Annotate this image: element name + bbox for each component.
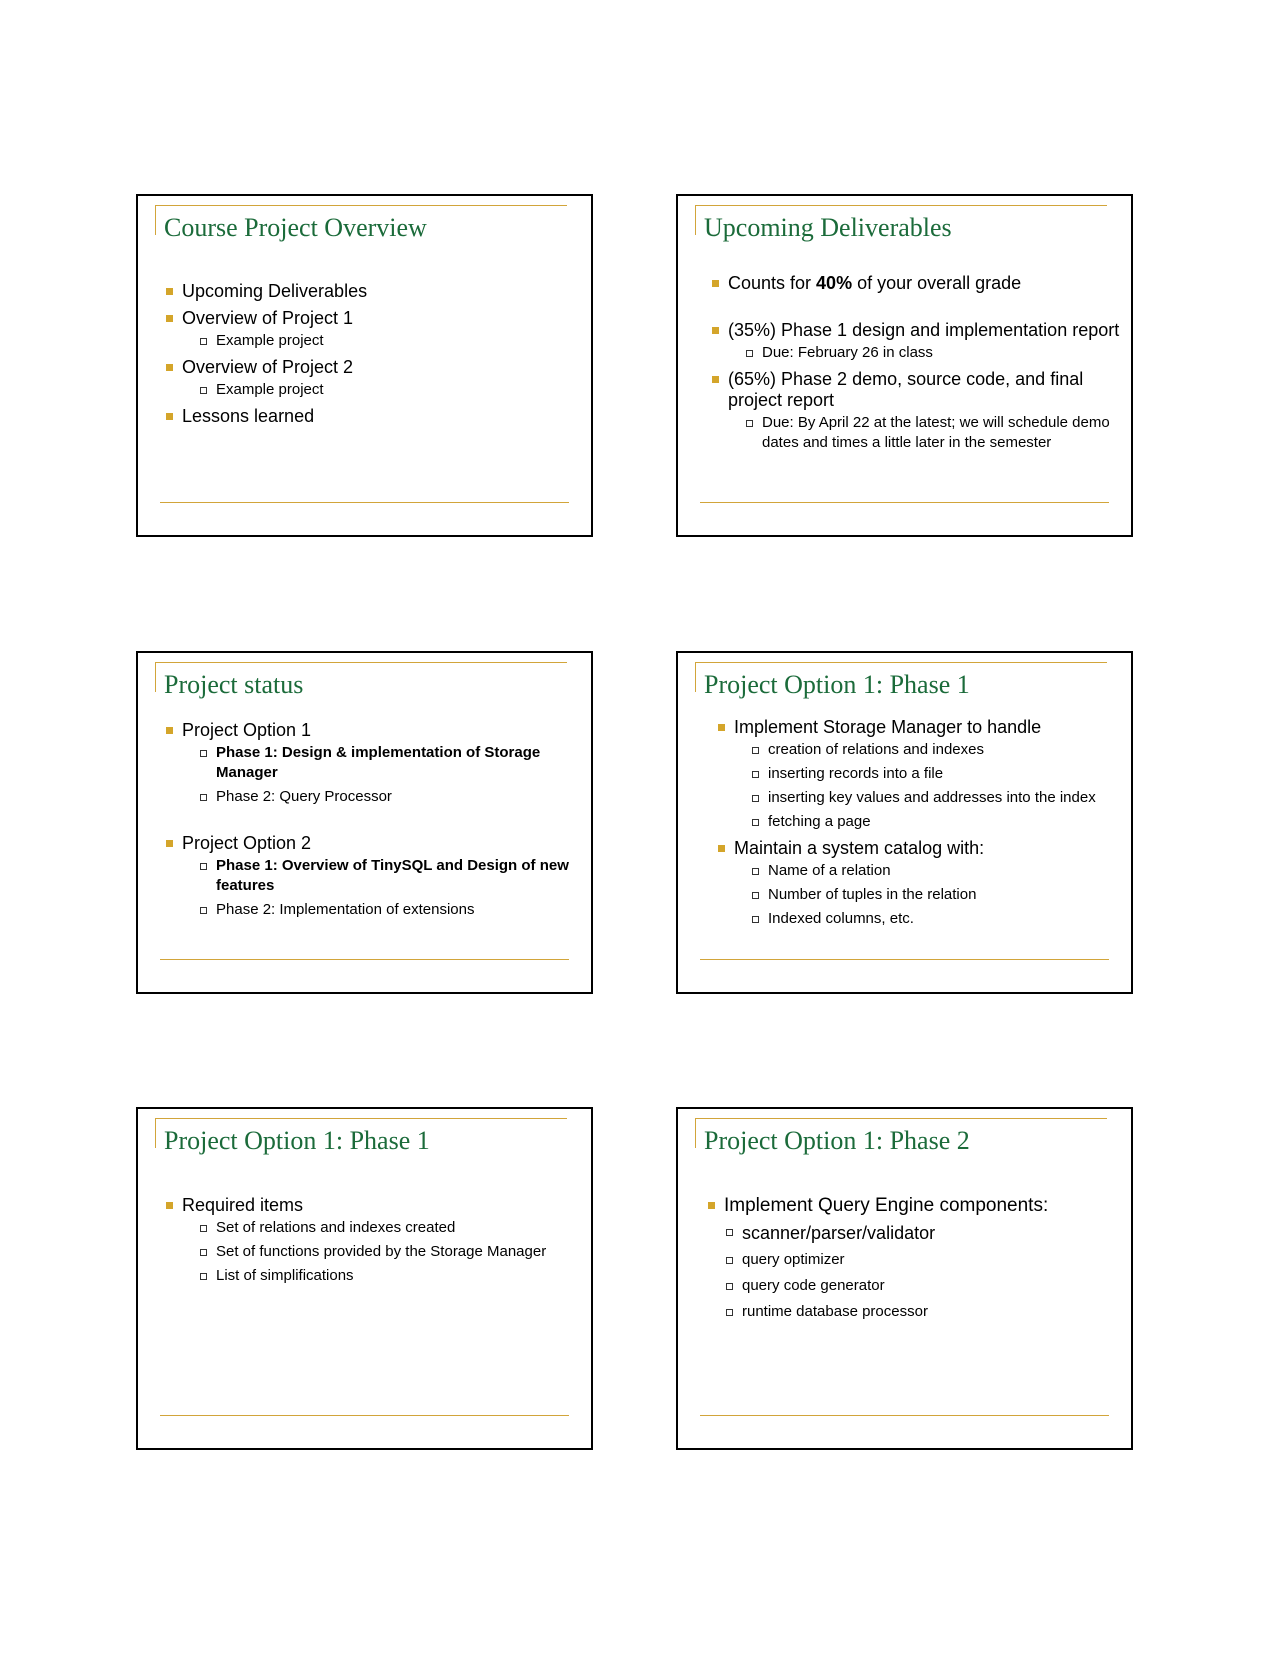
title-rule: [695, 205, 1107, 206]
bullet-text: (35%) Phase 1 design and implementation report: [728, 320, 1120, 340]
title-rule-vertical: [155, 1118, 156, 1148]
title-rule-vertical: [695, 205, 696, 235]
sub-bullet: [198, 900, 581, 920]
slide-title: Project Option 1: Phase 1: [704, 670, 970, 699]
slide-course-project-overview: [136, 194, 593, 537]
slide-body: [164, 720, 581, 926]
bullet: [164, 720, 581, 807]
bullet: [716, 717, 1127, 832]
bullet: [164, 308, 581, 351]
bullet: [164, 281, 581, 302]
bullet-text: Overview of Project 2: [182, 357, 354, 377]
sub-bullet: [198, 331, 581, 351]
slide-body: [716, 717, 1127, 935]
slide-body: [164, 281, 581, 433]
bullet-emphasis: 40%: [816, 273, 853, 293]
title-rule-vertical: [155, 205, 156, 235]
sub-bullet-text: Due: February 26 in class: [762, 344, 933, 361]
title-rule-vertical: [155, 662, 156, 692]
footer-rule: [700, 1415, 1109, 1416]
title-rule: [155, 1118, 567, 1119]
sub-bullet: [750, 909, 1127, 929]
sub-bullet-text: Due: By April 22 at the latest; we will schedule demo dates and times a little later in the semester: [762, 414, 1110, 451]
title-rule: [155, 662, 567, 663]
sub-bullet-text: Number of tuples in the relation: [768, 886, 977, 903]
sub-bullet: [744, 343, 1121, 363]
sub-bullet-text: query code generator: [742, 1277, 885, 1294]
title-rule-vertical: [695, 1118, 696, 1148]
sub-bullet-text: scanner/parser/validator: [742, 1223, 936, 1243]
footer-rule: [160, 502, 569, 503]
bullet: [164, 357, 581, 400]
bullet: [716, 838, 1127, 929]
slide-title: Project Option 1: Phase 1: [164, 1126, 430, 1155]
bullet: [706, 1195, 1121, 1322]
sub-bullet-text: Phase 2: Implementation of extensions: [216, 901, 475, 918]
bullet: [710, 369, 1121, 453]
spacer: [164, 813, 581, 833]
sub-bullet-text: Phase 1: Design & implementation of Storage Manager: [216, 744, 541, 781]
sub-bullet-text: Set of relations and indexes created: [216, 1219, 456, 1236]
sub-bullet-text: query optimizer: [742, 1251, 845, 1268]
sub-bullet: [750, 740, 1127, 760]
slide-option1-phase1-required: [136, 1107, 593, 1450]
slide-title: Upcoming Deliverables: [704, 213, 952, 242]
sub-bullet: [198, 380, 581, 400]
sub-bullet-text: Set of functions provided by the Storage Manager: [216, 1243, 547, 1260]
bullet-text: Upcoming Deliverables: [182, 281, 368, 301]
slide-body: [710, 273, 1121, 459]
bullet: [710, 273, 1121, 294]
sub-bullet-text: List of simplifications: [216, 1267, 354, 1284]
slide-option1-phase1-storage: [676, 651, 1133, 994]
slide-project-status: [136, 651, 593, 994]
bullet-text: Lessons learned: [182, 406, 315, 426]
footer-rule: [700, 959, 1109, 960]
slide-body: [706, 1195, 1121, 1328]
sub-bullet-text: Example project: [216, 332, 324, 349]
sub-bullet-text: creation of relations and indexes: [768, 741, 984, 758]
sub-bullet: [750, 764, 1127, 784]
slide-upcoming-deliverables: [676, 194, 1133, 537]
sub-bullet: [750, 861, 1127, 881]
sub-bullet: [724, 1302, 1121, 1322]
slide-option1-phase2: [676, 1107, 1133, 1450]
title-rule: [155, 205, 567, 206]
bullet-text: of your overall grade: [852, 273, 1022, 293]
bullet: [164, 833, 581, 920]
title-rule-vertical: [695, 662, 696, 692]
footer-rule: [160, 959, 569, 960]
bullet-text: Overview of Project 1: [182, 308, 354, 328]
sub-bullet: [744, 413, 1121, 453]
spacer: [710, 300, 1121, 320]
bullet-text: Maintain a system catalog with:: [734, 838, 985, 858]
slide-title: Project Option 1: Phase 2: [704, 1126, 970, 1155]
bullet-text: Project Option 1: [182, 720, 312, 740]
sub-bullet-text: inserting key values and addresses into the index: [768, 789, 1096, 806]
sub-bullet-text: inserting records into a file: [768, 765, 944, 782]
bullet-text: (65%) Phase 2 demo, source code, and final project report: [728, 369, 1084, 410]
sub-bullet-text: Example project: [216, 381, 324, 398]
sub-bullet: [750, 885, 1127, 905]
sub-bullet: [750, 788, 1127, 808]
sub-bullet: [724, 1276, 1121, 1296]
sub-bullet-text: runtime database processor: [742, 1303, 928, 1320]
sub-bullet: [750, 812, 1127, 832]
slide-body: [164, 1195, 581, 1292]
sub-bullet: [198, 856, 581, 896]
bullet: [164, 406, 581, 427]
bullet: [164, 1195, 581, 1286]
sub-bullet: [724, 1250, 1121, 1270]
slide-title: Course Project Overview: [164, 213, 427, 242]
bullet-text: Counts for: [728, 273, 817, 293]
bullet-text: Required items: [182, 1195, 304, 1215]
sub-bullet: [198, 1242, 581, 1262]
sub-bullet: [198, 743, 581, 783]
title-rule: [695, 1118, 1107, 1119]
sub-bullet-text: Name of a relation: [768, 862, 891, 879]
bullet-text: Implement Storage Manager to handle: [734, 717, 1042, 737]
sub-bullet-text: Phase 2: Query Processor: [216, 788, 392, 805]
sub-bullet-text: Indexed columns, etc.: [768, 910, 914, 927]
sub-bullet: [198, 1218, 581, 1238]
sub-bullet: [198, 1266, 581, 1286]
footer-rule: [160, 1415, 569, 1416]
footer-rule: [700, 502, 1109, 503]
sub-bullet: [724, 1222, 1121, 1244]
slide-title: Project status: [164, 670, 304, 699]
sub-bullet: [198, 787, 581, 807]
bullet-text: Project Option 2: [182, 833, 312, 853]
sub-bullet-text: Phase 1: Overview of TinySQL and Design of new features: [216, 857, 569, 894]
title-rule: [695, 662, 1107, 663]
sub-bullet-text: fetching a page: [768, 813, 871, 830]
bullet-text: Implement Query Engine components:: [724, 1195, 1049, 1216]
bullet: [710, 320, 1121, 363]
